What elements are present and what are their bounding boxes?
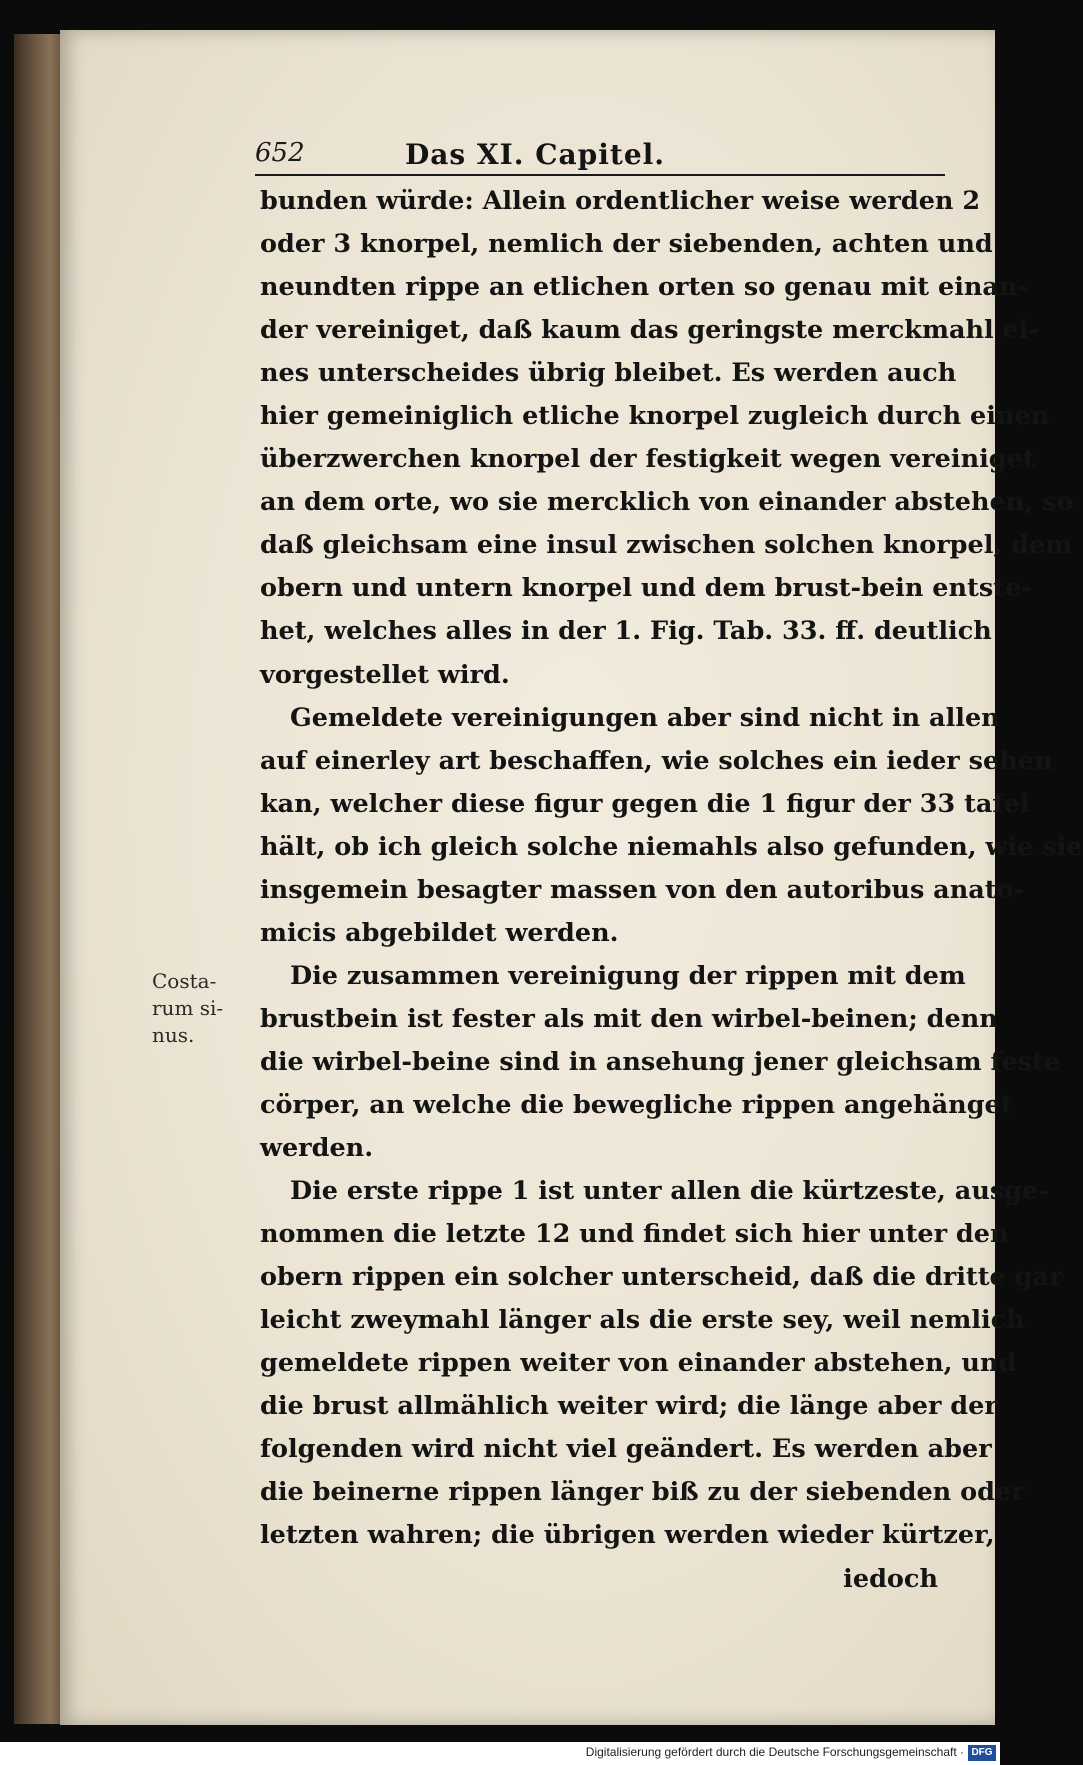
text-line: obern rippen ein solcher unterscheid, daß die dritte gar — [260, 1262, 1063, 1293]
text-line: cörper, an welche die bewegliche rippen angehänget — [260, 1089, 1013, 1120]
text-line: Gemeldete vereinigungen aber sind nicht in allen — [290, 702, 1000, 733]
text-line: micis abgebildet werden. — [260, 917, 619, 948]
text-line: insgemein besagter massen von den autoribus anato- — [260, 874, 1025, 905]
margin-note-line: nus. — [152, 1023, 195, 1047]
body-text — [260, 180, 1083, 1601]
text-line: Die erste rippe 1 ist unter allen die kürtzeste, ausge- — [290, 1176, 1049, 1207]
margin-note-line: Costa- — [152, 969, 217, 993]
text-line: an dem orte, wo sie mercklich von einander abstehen, so — [260, 487, 1074, 518]
page-header — [255, 138, 945, 176]
text-line: daß gleichsam eine insul zwischen solchen knorpel, dem — [260, 530, 1073, 561]
text-line: folgenden wird nicht viel geändert. Es werden aber — [260, 1434, 992, 1465]
text-line: bunden würde: Allein ordentlicher weise werden 2 — [260, 186, 981, 216]
text-line: oder 3 knorpel, nemlich der siebenden, achten und — [260, 229, 993, 260]
text-line: der vereiniget, daß kaum das geringste merckmahl ei- — [260, 315, 1040, 346]
text-line: nommen die letzte 12 und findet sich hier unter den — [260, 1219, 1009, 1250]
text-line: hält, ob ich gleich solche niemahls also gefunden, wie sie — [260, 831, 1083, 862]
text-line: die beinerne rippen länger biß zu der siebenden oder — [260, 1477, 1025, 1508]
text-line: hier gemeiniglich etliche knorpel zugleich durch einen — [260, 401, 1050, 432]
margin-note — [152, 968, 242, 1049]
text-line: neundten rippe an etlichen orten so genau mit einan- — [260, 272, 1029, 303]
text-line: vorgestellet wird. — [260, 659, 510, 690]
text-line: gemeldete rippen weiter von einander abstehen, und — [260, 1348, 1017, 1379]
text-line: die brust allmählich weiter wird; die länge aber der — [260, 1391, 998, 1422]
text-line: het, welches alles in der 1. Fig. Tab. 33. ff. deutlich — [260, 616, 992, 647]
catchword: iedoch — [843, 1563, 938, 1594]
text-line: obern und untern knorpel und dem brust-bein entste- — [260, 573, 1032, 604]
text-line: leicht zweymahl länger als die erste sey, weil nemlich — [260, 1305, 1025, 1336]
funding-notice: Digitalisierung gefördert durch die Deutsche Forschungsgemeinschaft · — [585, 1745, 964, 1759]
dfg-logo: DFG — [968, 1745, 996, 1761]
margin-note-line: rum si- — [152, 996, 224, 1020]
text-line: werden. — [260, 1133, 374, 1164]
text-line: überzwerchen knorpel der festigkeit wegen vereiniget — [260, 444, 1035, 475]
page-number: 652 — [255, 138, 305, 168]
running-head: Das XI. Capitel. — [405, 138, 666, 171]
text-line: brustbein ist fester als mit den wirbel-beinen; denn — [260, 1003, 998, 1034]
book-edge — [14, 34, 66, 1724]
text-line: Die zusammen vereinigung der rippen mit dem — [290, 960, 966, 991]
footer-bar — [0, 1742, 1000, 1765]
text-line: nes unterscheides übrig bleibet. Es werden auch — [260, 358, 957, 389]
text-line: letzten wahren; die übrigen werden wieder kürtzer, — [260, 1520, 995, 1551]
text-line: kan, welcher diese figur gegen die 1 figur der 33 tafel — [260, 788, 1030, 819]
text-line: auf einerley art beschaffen, wie solches ein ieder sehen — [260, 745, 1053, 776]
text-line: die wirbel-beine sind in ansehung jener gleichsam feste — [260, 1046, 1061, 1077]
